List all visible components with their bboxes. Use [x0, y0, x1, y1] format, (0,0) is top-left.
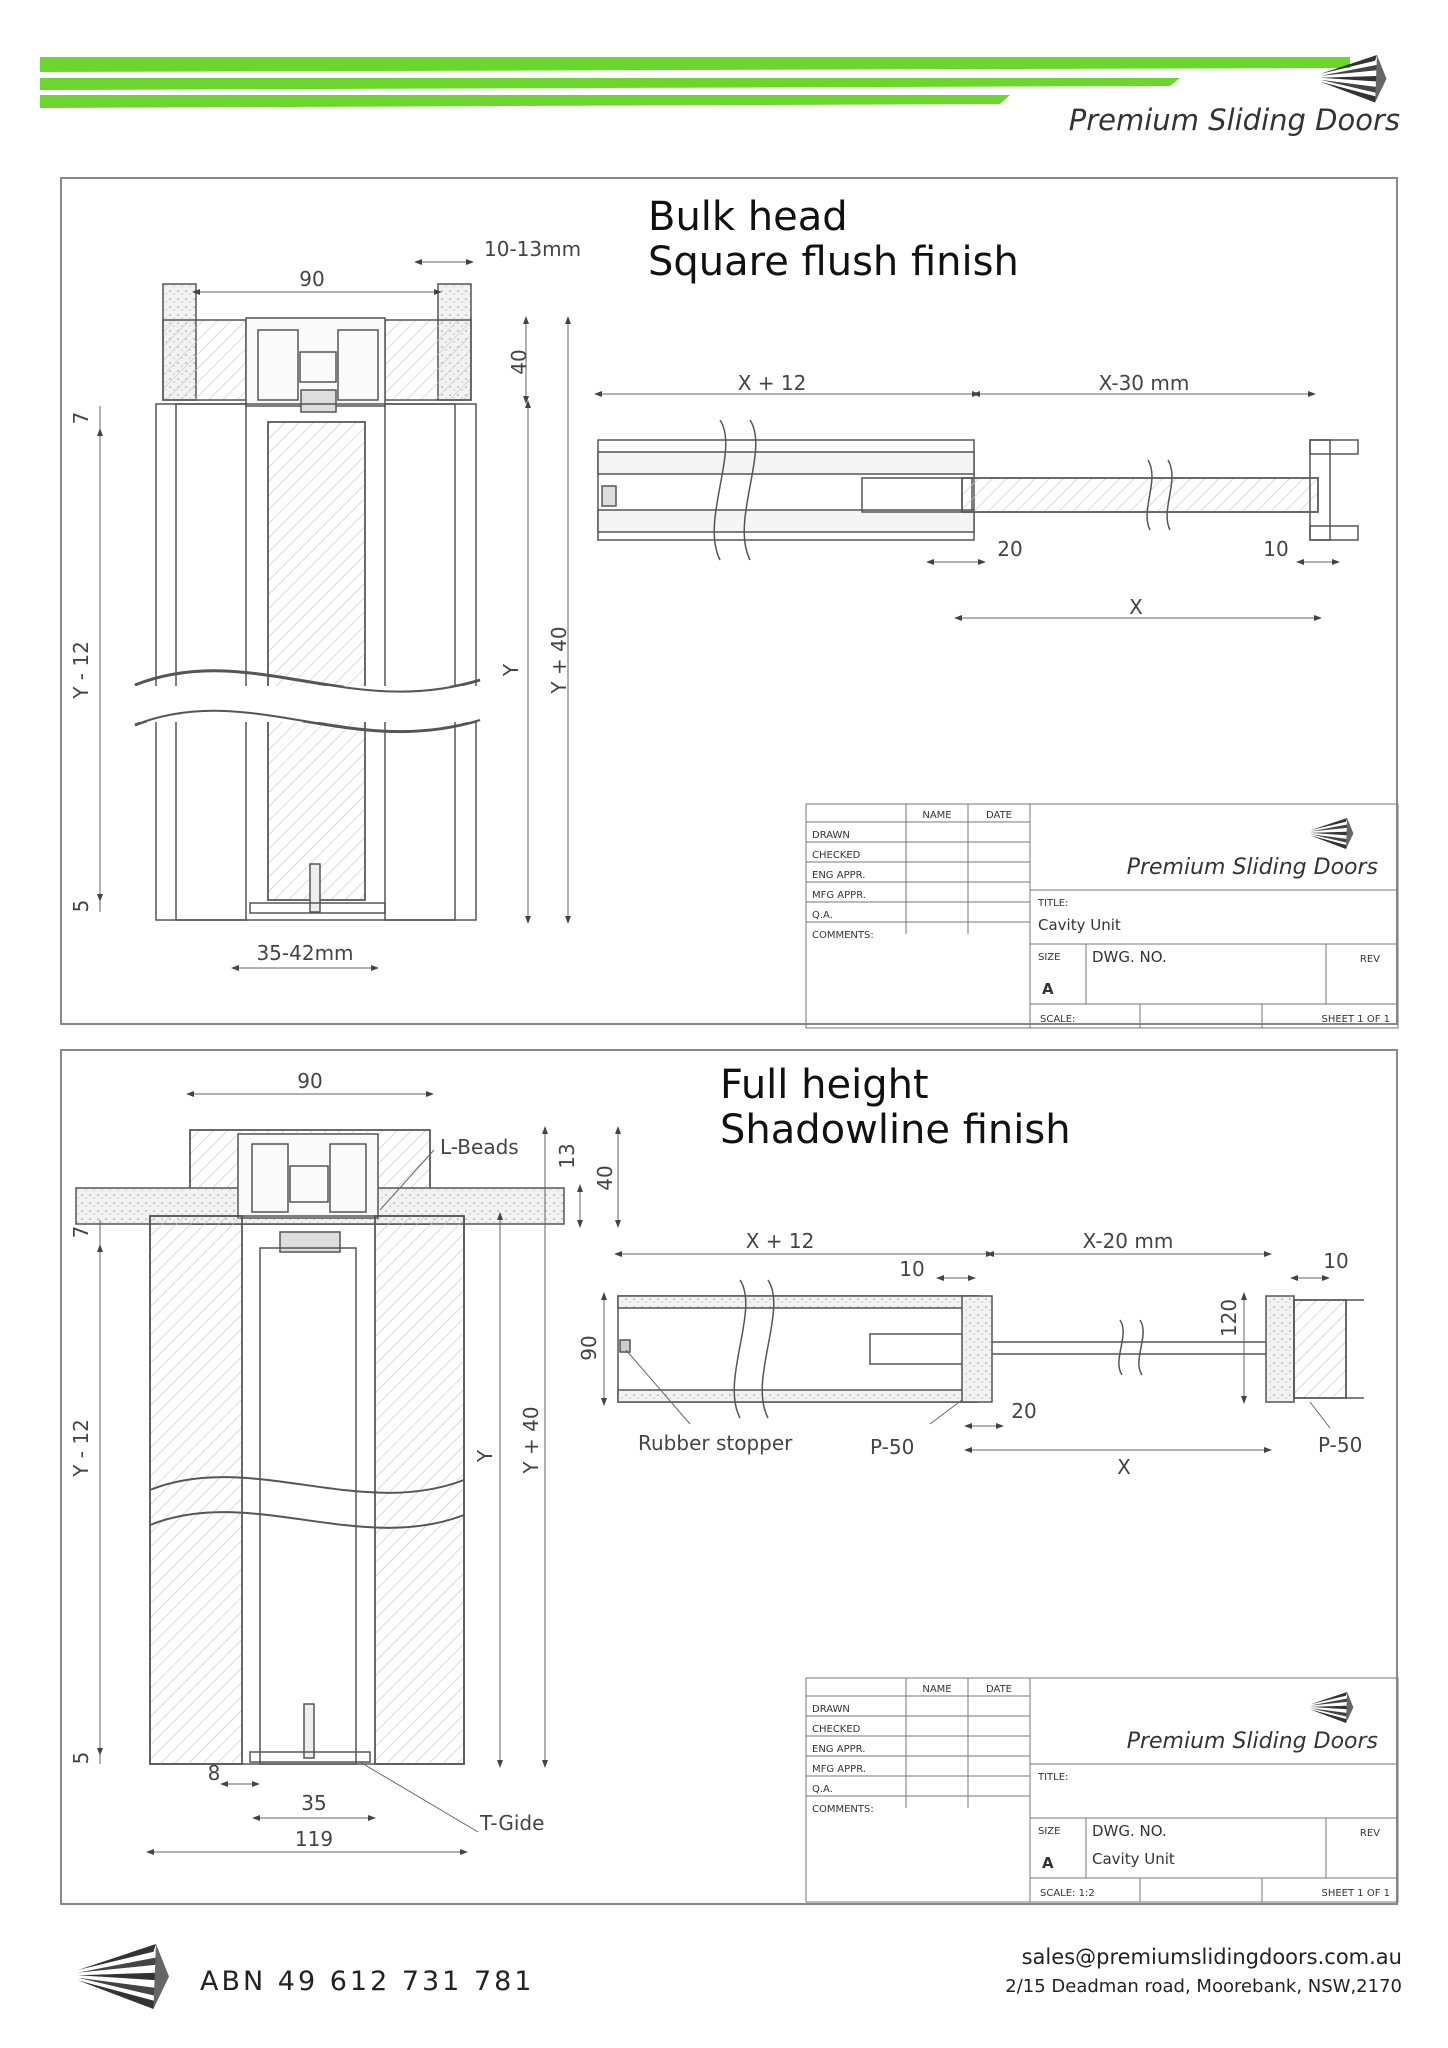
- s2-plan-20: 20: [1011, 1399, 1037, 1423]
- tb2-size-value: A: [1042, 1854, 1054, 1872]
- label-rubber-stopper: Rubber stopper: [638, 1431, 793, 1455]
- tb1-row: MFG APPR.: [812, 890, 866, 901]
- plan-dim-10: 10: [1263, 537, 1289, 561]
- s2-dim-y-minus: Y - 12: [69, 1419, 93, 1477]
- s2-plan-10a: 10: [899, 1257, 925, 1281]
- sheet1-title-logo-icon: [1310, 818, 1353, 849]
- s2-plan-120: 120: [1217, 1298, 1241, 1338]
- tb2-row: COMMENTS:: [812, 1804, 874, 1815]
- plan-dim-x-plus: X + 12: [737, 371, 807, 395]
- dim-top-offset: 7: [69, 411, 93, 425]
- s2-dim-top-offset: 7: [69, 1225, 93, 1239]
- sheet2-heading-line1: Full height: [720, 1062, 929, 1108]
- tb2-scale-label: SCALE: 1:2: [1040, 1888, 1095, 1899]
- tb1-size-label: SIZE: [1038, 952, 1061, 963]
- tb1-row: Q.A.: [812, 910, 833, 921]
- s2-plan-x-minus: X-20 mm: [1082, 1229, 1174, 1253]
- sheet2-title-logo-icon: [1310, 1692, 1353, 1723]
- footer-email[interactable]: sales@premiumslidingdoors.com.au: [1021, 1945, 1402, 1969]
- dim-head: 40: [507, 349, 531, 375]
- tb2-sheet: SHEET 1 OF 1: [1321, 1888, 1390, 1899]
- tb1-col-name: NAME: [922, 810, 952, 821]
- tb1-row: ENG APPR.: [812, 870, 866, 881]
- label-p50-right: P-50: [1318, 1433, 1363, 1457]
- sheet1-heading-line1: Bulk head: [648, 194, 848, 240]
- tb2-col-date: DATE: [985, 1684, 1013, 1695]
- tb2-row: DRAWN: [812, 1704, 850, 1715]
- s2-plan-10b: 10: [1323, 1249, 1349, 1273]
- tb2-row: ENG APPR.: [812, 1744, 866, 1755]
- s2-dim-35: 35: [301, 1791, 327, 1815]
- label-l-beads: L-Beads: [440, 1135, 519, 1159]
- header-banner: [40, 55, 1400, 137]
- sheet1-plan: [598, 420, 1358, 560]
- s2-plan-x-plus: X + 12: [745, 1229, 815, 1253]
- tb1-rev-label: REV: [1359, 954, 1380, 965]
- s2-dim-40: 40: [593, 1165, 617, 1191]
- sheet1-heading-line2: Square flush finish: [648, 239, 1019, 285]
- tb2-size-label: SIZE: [1038, 1826, 1061, 1837]
- dim-top-gap: 10-13mm: [484, 237, 582, 261]
- footer: [78, 1944, 1402, 2009]
- s2-dim-width: 90: [297, 1069, 323, 1093]
- tb1-title-value: Cavity Unit: [1038, 916, 1121, 934]
- s2-dim-bottom-offset: 5: [69, 1751, 93, 1765]
- tb1-size-value: A: [1042, 980, 1054, 998]
- s2-dim-y: Y: [473, 1449, 497, 1463]
- tb2-title-label: TITLE:: [1038, 1772, 1069, 1783]
- sheet2-elevation: [76, 1130, 564, 1764]
- sheet1-elevation: [135, 284, 480, 920]
- tb2-dwg-value: Cavity Unit: [1092, 1850, 1175, 1868]
- plan-dim-x: X: [1129, 595, 1143, 619]
- tb1-title-label: TITLE:: [1038, 898, 1069, 909]
- dim-y-plus: Y + 40: [547, 626, 571, 694]
- dim-bottom-width: 35-42mm: [256, 941, 354, 965]
- sheet2-plan: [618, 1280, 1364, 1418]
- plan-dim-x-minus: X-30 mm: [1098, 371, 1190, 395]
- footer-abn: ABN 49 612 731 781: [200, 1966, 535, 1997]
- footer-logo-icon: [78, 1944, 169, 2009]
- s2-dim-8: 8: [207, 1761, 221, 1785]
- footer-address: 2/15 Deadman road, Moorebank, NSW,2170: [1005, 1976, 1402, 1997]
- s2-plan-x: X: [1117, 1455, 1131, 1479]
- tb1-scale-label: SCALE:: [1040, 1014, 1076, 1025]
- sheet2-title-block: [806, 1678, 1398, 1902]
- tb1-col-date: DATE: [985, 810, 1013, 821]
- plan-dim-20: 20: [997, 537, 1023, 561]
- tb2-col-name: NAME: [922, 1684, 952, 1695]
- s2-dim-y-plus: Y + 40: [519, 1406, 543, 1474]
- sheet1-title-brand: Premium Sliding Doors: [1126, 855, 1378, 880]
- tb1-row: DRAWN: [812, 830, 850, 841]
- s2-dim-13: 13: [555, 1143, 579, 1169]
- tb1-sheet: SHEET 1 OF 1: [1321, 1014, 1390, 1025]
- label-t-gide: T-Gide: [480, 1811, 545, 1835]
- dim-y: Y: [499, 663, 523, 677]
- tb1-row: CHECKED: [812, 850, 861, 861]
- s2-dim-119: 119: [294, 1827, 334, 1851]
- tb2-row: CHECKED: [812, 1724, 861, 1735]
- dim-width: 90: [299, 267, 325, 291]
- label-p50-left: P-50: [870, 1435, 915, 1459]
- tb2-row: Q.A.: [812, 1784, 833, 1795]
- sheet1-frame: [61, 178, 1397, 1024]
- tb2-dwg-label: DWG. NO.: [1092, 1822, 1167, 1840]
- tb2-rev-label: REV: [1359, 1828, 1380, 1839]
- sheet2-title-brand: Premium Sliding Doors: [1126, 1729, 1378, 1754]
- tb2-row: MFG APPR.: [812, 1764, 866, 1775]
- tb1-dwg-label: DWG. NO.: [1092, 948, 1167, 966]
- dim-y-minus: Y - 12: [69, 641, 93, 699]
- s2-plan-90: 90: [577, 1335, 601, 1361]
- tb1-row: COMMENTS:: [812, 930, 874, 941]
- sheet2-heading-line2: Shadowline finish: [720, 1107, 1071, 1153]
- brand-wordmark: Premium Sliding Doors: [1068, 103, 1400, 137]
- dim-bottom-offset: 5: [69, 899, 93, 913]
